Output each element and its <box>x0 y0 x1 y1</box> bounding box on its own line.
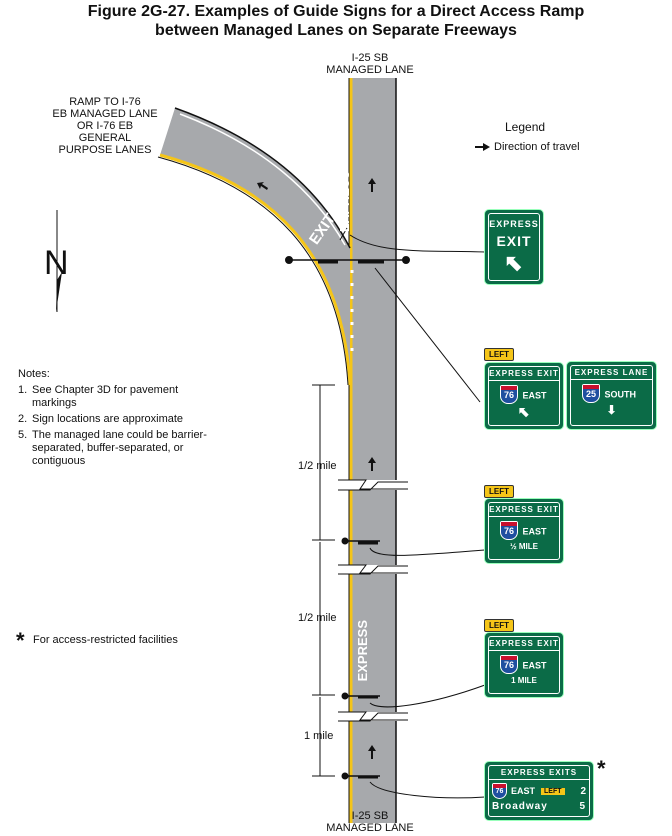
distance-label: 1/2 mile <box>298 612 337 624</box>
note-text: Sign locations are approximate <box>32 413 184 425</box>
sign-text: EXPRESS <box>489 219 539 229</box>
left-tab: LEFT <box>484 619 514 632</box>
asterisk-icon: * <box>16 628 25 653</box>
sign-header: EXPRESS LANE <box>570 365 653 380</box>
left-tab: LEFT <box>484 348 514 361</box>
asterisk-icon: * <box>597 756 606 781</box>
note-item <box>18 384 233 410</box>
sign-header: EXPRESS EXIT <box>488 502 560 517</box>
note-num: 2. <box>18 413 28 425</box>
label-line: I-25 SB <box>351 810 389 822</box>
bottom-road-label <box>315 810 425 834</box>
top-road-label <box>315 52 425 76</box>
legend-title: Legend <box>505 120 546 134</box>
pavement-exit: EXIT <box>306 210 340 248</box>
sign-express-exit-direction <box>485 363 563 429</box>
left-tab: LEFT <box>484 485 514 498</box>
note-num: 1. <box>18 384 28 396</box>
arrow-up-left-icon: ⬆ <box>498 248 530 280</box>
notes <box>18 368 233 468</box>
title-line-2: between Managed Lanes on Separate Freeways <box>155 22 517 39</box>
north-label: N <box>44 244 69 282</box>
distance-label: 1/2 mile <box>298 460 337 472</box>
sign-header: EXPRESS EXIT <box>488 366 560 381</box>
pavement-express-2: EXPRESS <box>355 620 370 682</box>
sign-dir: EAST <box>522 660 547 671</box>
sign-one-mile <box>485 633 563 697</box>
arrow-down-icon: ⬇ <box>606 403 617 417</box>
label-line: RAMP TO I-76 <box>69 96 141 108</box>
legend-arrow-icon <box>475 143 490 151</box>
note-item <box>18 429 233 468</box>
legend-item: Direction of travel <box>494 141 580 153</box>
interstate-shield-icon: 76 <box>500 655 518 674</box>
label-line: GENERAL <box>78 132 132 144</box>
sign-dir: SOUTH <box>604 389 636 400</box>
sign-header: EXPRESS EXIT <box>488 636 560 651</box>
arrow-up-left-icon: ⬆ <box>513 402 534 422</box>
sign-express-exits <box>485 762 593 820</box>
sign-destination: Broadway <box>492 801 548 812</box>
sign-dir: EAST <box>522 390 547 401</box>
notes-title: Notes: <box>18 368 50 380</box>
sign-distance: 2 <box>580 785 586 797</box>
pavement-express: EXPRESS <box>337 170 352 232</box>
label-line: I-25 SB <box>351 52 389 64</box>
interstate-shield-icon: 76 <box>500 385 518 404</box>
dimension-lines <box>312 385 335 776</box>
sign-dir: EAST <box>522 526 547 537</box>
label-line: MANAGED LANE <box>326 64 414 76</box>
sign-express-lane <box>567 362 656 429</box>
ramp <box>160 108 350 385</box>
label-line: OR I-76 EB <box>76 120 134 132</box>
sign-half-mile <box>485 499 563 563</box>
label-line: EB MANAGED LANE <box>52 108 158 120</box>
distance-label: 1 mile <box>304 730 334 742</box>
sign-distance: ½ MILE <box>509 542 538 551</box>
title-line-1: Figure 2G-27. Examples of Guide Signs for a Direct Access Ramp <box>87 3 585 20</box>
note-text: The managed lane could be barrier-separated, buffer-separated, or contiguous <box>32 429 207 467</box>
sign-text: EXIT <box>496 233 532 249</box>
note-num: 5. <box>18 429 28 441</box>
sign-distance: 5 <box>579 801 586 812</box>
note-item <box>18 413 233 426</box>
interstate-shield-icon: 25 <box>582 384 600 403</box>
interstate-shield-icon: 76 <box>500 521 518 540</box>
sign-header: EXPRESS EXITS <box>488 765 590 780</box>
interstate-shield-icon: 76 <box>492 783 507 799</box>
asterisk-note: For access-restricted facilities <box>33 634 178 646</box>
sign-dir: EAST <box>511 786 536 796</box>
label-line: MANAGED LANE <box>326 822 414 834</box>
ramp-label <box>40 96 170 156</box>
label-line: PURPOSE LANES <box>58 144 152 156</box>
note-text: See Chapter 3D for pavement markings <box>32 384 179 409</box>
left-tab: LEFT <box>541 788 565 795</box>
sign-distance: 1 MILE <box>511 676 537 685</box>
sign-express-exit-gore <box>485 210 543 284</box>
